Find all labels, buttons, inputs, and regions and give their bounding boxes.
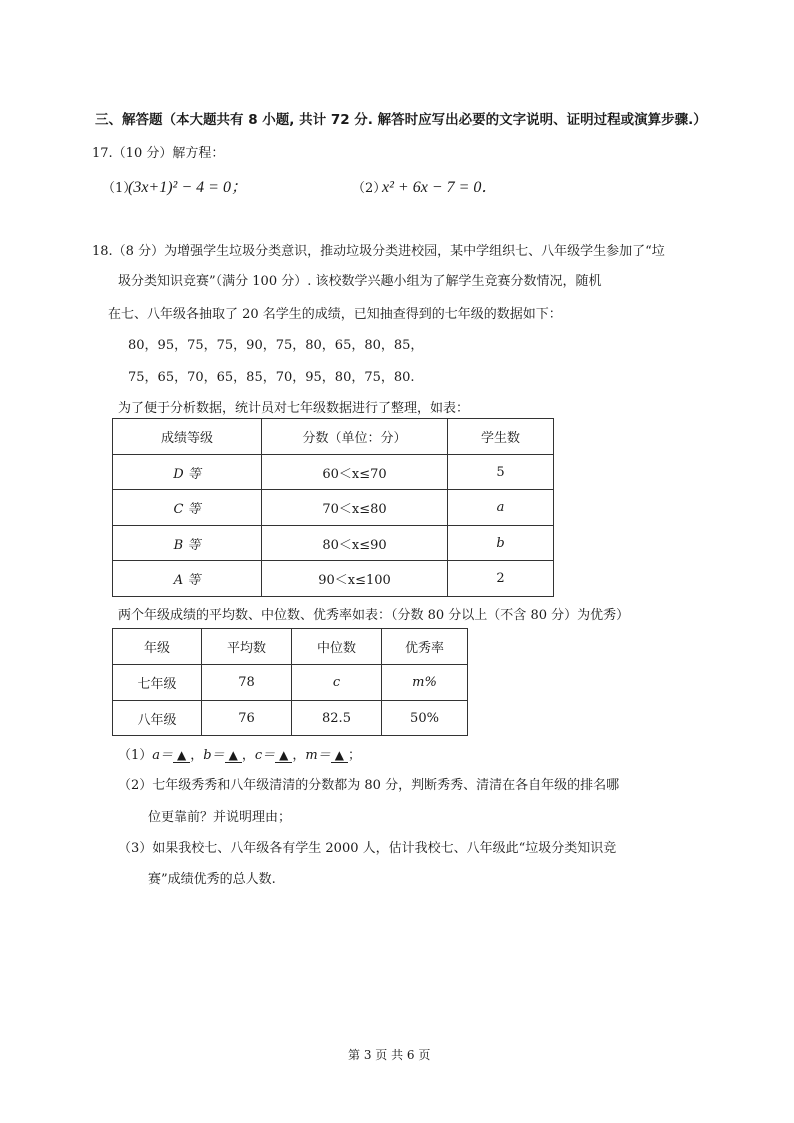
table1-cell: 80＜x≤90	[262, 526, 448, 561]
table-row	[113, 561, 554, 597]
table1-cell: 70＜x≤80	[262, 490, 448, 526]
grade-distribution-table	[112, 418, 554, 597]
table2-cell: 78	[202, 665, 292, 701]
table1-header-cell: 分数（单位：分）	[262, 419, 448, 455]
grade-summary-table	[112, 628, 468, 736]
sub1-line	[118, 744, 361, 763]
table2-header-cell: 中位数	[292, 629, 382, 665]
table2-header-cell: 优秀率	[382, 629, 468, 665]
q17-part1-equation: (3x+1)² − 4 = 0；	[128, 179, 247, 196]
table2-cell: 八年级	[113, 701, 202, 736]
q17-part1-label: （1）	[102, 181, 137, 196]
table1-cell: 5	[448, 455, 554, 490]
table1-cell: 60＜x≤70	[262, 455, 448, 490]
table2-cell: 50%	[382, 701, 468, 736]
table2-header-cell: 平均数	[202, 629, 292, 665]
sub1-sep: ，	[241, 748, 255, 763]
sub1-a-label: a＝	[152, 748, 174, 763]
table-row	[113, 526, 554, 561]
table-row	[113, 455, 554, 490]
section-heading: 三、解答题（本大题共有 8 小题, 共计 72 分. 解答时应写出必要的文字说明、证明过程或演算步骤.）	[95, 112, 707, 128]
table2-cell: c	[292, 665, 382, 701]
table2-cell: 82.5	[292, 701, 382, 736]
table2-cell: 76	[202, 701, 292, 736]
table1-header-cell: 学生数	[448, 419, 554, 455]
table1-header-cell: 成绩等级	[113, 419, 262, 455]
sub1-sep: ，	[190, 748, 204, 763]
table-row	[113, 701, 468, 736]
q18-data-line2: 75，65，70，65，85，70，95，80，75，80.	[128, 370, 415, 385]
q18-data-line1: 80，95，75，75，90，75，80，65，80，85，	[128, 338, 424, 353]
q18-line3: 在七、八年级各抽取了 20 名学生的成绩，已知抽查得到的七年级的数据如下：	[108, 307, 562, 322]
table2-cell: m%	[382, 665, 468, 701]
table1-cell: 90＜x≤100	[262, 561, 448, 597]
table-row	[113, 490, 554, 526]
table2-intro: 两个年级成绩的平均数、中位数、优秀率如表：（分数 80 分以上（不含 80 分）为优秀）	[118, 608, 630, 623]
table1-cell: D 等	[113, 455, 262, 490]
q18-line2: 圾分类知识竞赛”（满分 100 分）. 该校数学兴趣小组为了解学生竞赛分数情况，随机	[118, 274, 602, 289]
table1-cell: C 等	[113, 490, 262, 526]
q18-line1: 18.（8 分）为增强学生垃圾分类意识，推动垃圾分类进校园，某中学组织七、八年级学生参加了“垃	[92, 244, 665, 259]
page-footer: 第 3 页 共 6 页	[348, 1048, 431, 1062]
table-row	[113, 665, 468, 701]
sub2-line2: 位更靠前？并说明理由；	[148, 810, 292, 825]
sub3-line1: （3）如果我校七、八年级各有学生 2000 人，估计我校七、八年级此“垃圾分类知识竞	[118, 841, 617, 856]
table1-cell: b	[448, 526, 554, 561]
table2-header-cell: 年级	[113, 629, 202, 665]
table1-cell: 2	[448, 561, 554, 597]
sub1-end: ；	[347, 748, 361, 763]
table2-cell: 七年级	[113, 665, 202, 701]
q17-part2-equation: x² + 6x − 7 = 0．	[382, 179, 498, 196]
sub1-sep: ，	[292, 748, 306, 763]
sub1-label: （1）	[118, 748, 153, 763]
table1-cell: B 等	[113, 526, 262, 561]
sub3-line2: 赛”成绩优秀的总人数.	[148, 872, 276, 887]
sub2-line1: （2）七年级秀秀和八年级清清的分数都为 80 分，判断秀秀、清清在各自年级的排名哪	[118, 778, 620, 793]
table1-intro: 为了便于分析数据，统计员对七年级数据进行了整理，如表：	[118, 401, 470, 416]
table2-header-row	[113, 629, 468, 665]
answer-blank-b[interactable]: ▲	[225, 748, 242, 763]
table1-header-row	[113, 419, 554, 455]
sub1-b-label: b＝	[203, 748, 225, 763]
answer-blank-m[interactable]: ▲	[331, 748, 348, 763]
sub1-c-label: c＝	[254, 748, 276, 763]
q17-part2-label: （2）	[352, 181, 387, 196]
table1-cell: A 等	[113, 561, 262, 597]
sub1-m-label: m＝	[305, 748, 331, 763]
answer-blank-c[interactable]: ▲	[275, 748, 292, 763]
q17-stem: 17.（10 分）解方程：	[92, 146, 225, 161]
table1-cell: a	[448, 490, 554, 526]
answer-blank-a[interactable]: ▲	[173, 748, 190, 763]
